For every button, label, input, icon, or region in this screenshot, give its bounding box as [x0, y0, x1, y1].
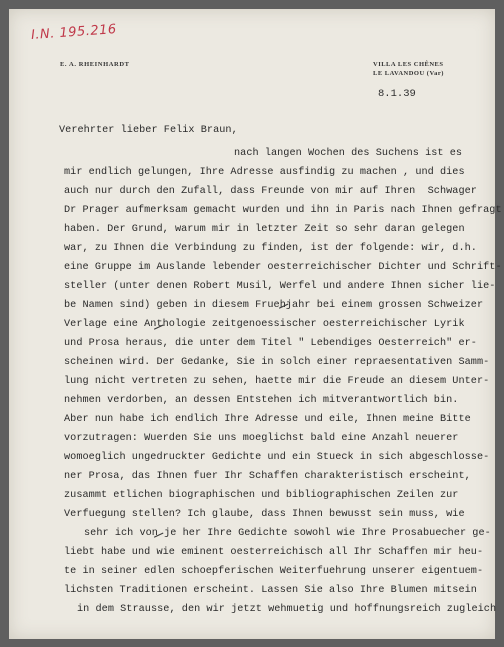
body-line: te in seiner edlen schoepferischen Weiterfuehrung unserer eigentuem- [64, 566, 484, 577]
body-line: haben. Der Grund, warum mir in letzter Zeit so sehr daran gelegen [64, 224, 465, 235]
body-line: sehr ich von je her Ihre Gedichte sowohl wie Ihre Prosabuecher ge- [84, 528, 491, 539]
body-line: lung nicht vertreten zu sehen, haette mir die Freude an diesem Unter- [64, 376, 490, 387]
body-line: ner Prosa, das Ihnen fuer Ihr Schaffen charakteristisch erscheint, [64, 471, 471, 482]
archive-number: I.N. 195.216 [30, 22, 118, 43]
body-line: war, zu Ihnen die Verbindung zu finden, ist der folgende: wir, d.h. [64, 243, 477, 254]
body-line: womoeglich ungedruckter Gedichte und ein Stueck in sich abgeschlosse- [64, 452, 490, 463]
body-line: mir endlich gelungen, Ihre Adresse ausfindig zu machen , und dies [64, 167, 465, 178]
body-line: lichsten Traditionen erscheint. Lassen Sie also Ihre Blumen mitsein [64, 585, 477, 596]
body-line: steller (unter denen Robert Musil, Werfel und andere Ihnen sicher lie- [64, 281, 496, 292]
body-line: nehmen verdorben, an dessen Entstehen ich mitverantwortlich bin. [64, 395, 459, 406]
body-line: scheinen wird. Der Gedanke, Sie in solch einer repraesentativen Samm- [64, 357, 490, 368]
letterhead-address [373, 60, 444, 78]
letterhead-sender: E. A. RHEINHARDT [60, 61, 130, 68]
body-line: vorzutragen: Wuerden Sie uns moeglichst bald eine Anzahl neuerer [64, 433, 459, 444]
body-line: Verfuegung stellen? Ich glaube, dass Ihnen bewusst sein muss, wie [64, 509, 465, 520]
letter-page [9, 9, 502, 639]
body-line: Aber nun habe ich endlich Ihre Adresse und eile, Ihnen meine Bitte [64, 414, 471, 425]
letter-date: 8.1.39 [378, 88, 416, 100]
body-line: nach langen Wochen des Suchens ist es [234, 148, 463, 159]
body-line: auch nur durch den Zufall, dass Freunde von mir auf Ihren Schwager [64, 186, 477, 197]
body-line: und Prosa heraus, die unter dem Titel " Lebendiges Oesterreich" er- [64, 338, 477, 349]
body-line: Verlage eine Anthologie zeitgenoessischer oesterreichischer Lyrik [64, 319, 465, 330]
body-line: be Namen sind) geben in diesem Fruehjahr bei einem grossen Schweizer [64, 300, 484, 311]
body-line: eine Gruppe im Auslande lebender oesterreichischer Dichter und Schrift- [64, 262, 502, 273]
body-line: Dr Prager aufmerksam gemacht wurden und ihn in Paris nach Ihnen gefragt [64, 205, 502, 216]
body-line: liebt habe und wie eminent oesterreichisch all Ihr Schaffen mir heu- [64, 547, 484, 558]
letterhead-address-line-2: LE LAVANDOU (Var) [373, 70, 444, 77]
body-line: in dem Strausse, den wir jetzt wehmuetig und hoffnungsreich zugleich [77, 604, 497, 615]
salutation: Verehrter lieber Felix Braun, [59, 125, 238, 136]
body-line: zusammt etlichen biographischen und bibliographischen Zeilen zur [64, 490, 459, 501]
letterhead-address-line-1: VILLA LES CHÊNES [373, 61, 444, 68]
